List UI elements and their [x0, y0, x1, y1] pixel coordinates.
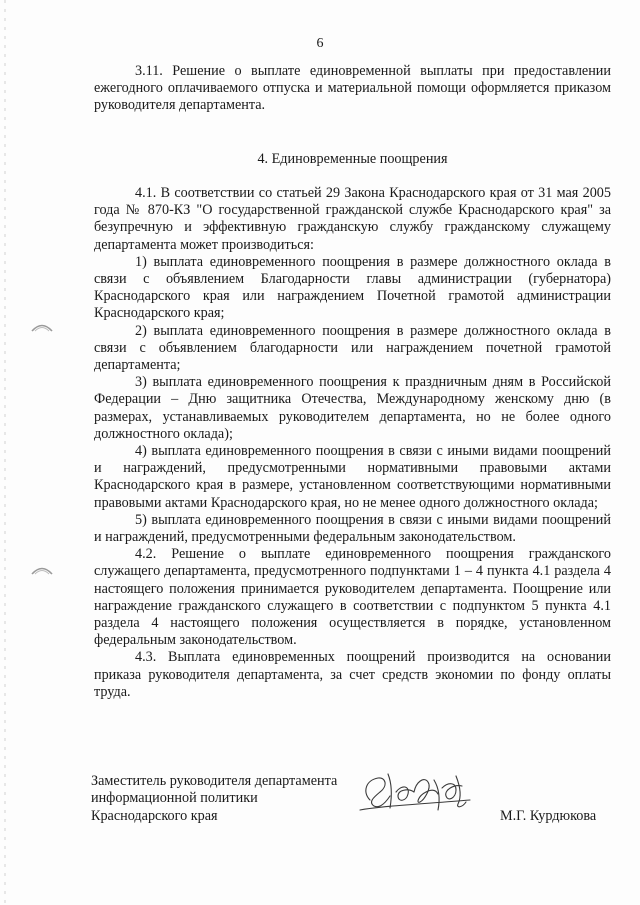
- handwritten-signature: [352, 762, 482, 822]
- signer-name: М.Г. Курдюкова: [500, 808, 597, 824]
- paragraph-4-1: 4.1. В соответствии со статьей 29 Закона Краснодарского края от 31 мая 2005 года № 870-КЗ "О государственной гражданской службе Краснодарского края" за безупречную и эффективную гражданскую службу гражданскому служащему департамента может производиться:: [94, 185, 611, 253]
- signer-position-line-3: Краснодарского края: [91, 807, 218, 824]
- list-item-1: 1) выплата единовременного поощрения в размере должностного оклада в связи с объявлением Благодарности главы администрации (губернатора) Краснодарского края или награждением Почетной грамотой администрации Краснодарского края;: [94, 253, 611, 322]
- punch-hole-mark-top: [31, 322, 53, 332]
- section-4-body: [94, 185, 611, 701]
- paragraph-4-3: 4.3. Выплата единовременных поощрений производится на основании приказа руководителя департамента, за счет средств экономии по фонду оплаты труда.: [94, 649, 611, 700]
- list-item-5: 5) выплата единовременного поощрения в связи с иными видами поощрений и награждений, предусмотренными федеральным законодательством.: [94, 511, 611, 546]
- paragraph-4-2: 4.2. Решение о выплате единовременного поощрения гражданского служащего департамента, предусмотренного подпунктами 1 – 4 пункта 4.1 раздела 4 настоящего положения принимается руководителем департамента. Поощрение или награждение гражданского служащего в соответствии с подпунктом 5 пункта 4.1 раздела 4 настоящего положения осуществляется в порядке, установленном федеральным законодательством.: [94, 546, 611, 649]
- signature-title-block: [91, 773, 337, 825]
- signer-position-line-1: Заместитель руководителя департамента: [91, 773, 338, 789]
- scan-edge-artifact: [4, 0, 6, 905]
- page-number: 6: [316, 36, 324, 51]
- signer-position-line-2: информационной политики: [91, 790, 258, 807]
- paragraph-3-11-block: [94, 63, 611, 115]
- section-heading: 4. Единовременные поощрения: [257, 151, 448, 167]
- paragraph-3-11: 3.11. Решение о выплате единовременной выплаты при предоставлении ежегодного оплачиваемого отпуска и материальной помощи оформляется приказом руководителя департамента.: [94, 63, 611, 114]
- punch-hole-mark-bottom: [31, 565, 53, 575]
- list-item-3: 3) выплата единовременного поощрения к праздничным дням в Российской Федерации – Дню защитника Отечества, Международному женскому дню (в размерах, устанавливаемых руководителем департамента, но не более одного должностного оклада);: [94, 374, 611, 442]
- list-item-4: 4) выплата единовременного поощрения в связи с иными видами поощрений и награждений, предусмотренными нормативными правовыми актами Краснодарского края в размере, установленном соответствующими нормативными правовыми актами Краснодарского края, но не менее одного должностного оклада;: [94, 443, 611, 511]
- list-item-2: 2) выплата единовременного поощрения в размере должностного оклада в связи с объявлением благодарности или награждением почетной грамотой департамента;: [94, 322, 611, 374]
